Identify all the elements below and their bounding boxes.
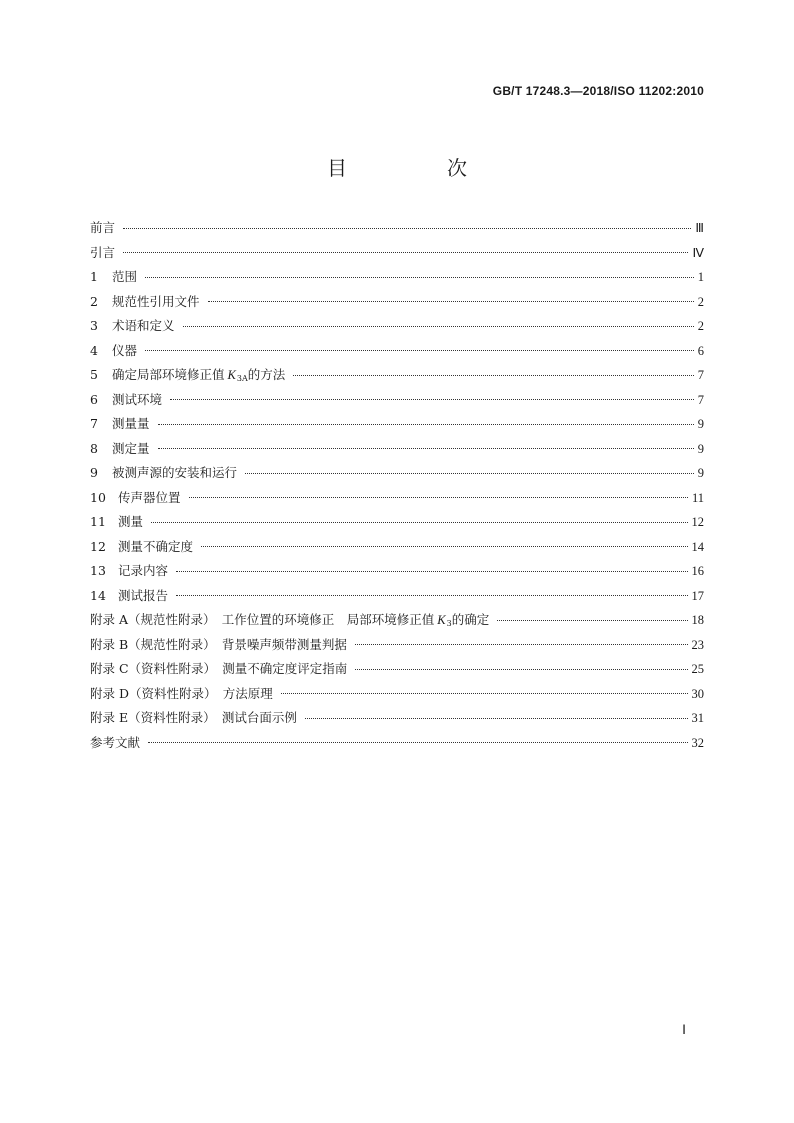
- toc-entry[interactable]: [90, 682, 704, 707]
- toc-leader-dots: [201, 546, 687, 547]
- toc-entry-label: 前言: [90, 220, 116, 235]
- toc-entry-page: 9: [697, 441, 704, 456]
- toc-entry[interactable]: [90, 241, 704, 266]
- toc-leader-dots: [497, 620, 687, 621]
- toc-entry-page: 6: [697, 343, 704, 358]
- toc-leader-dots: [176, 595, 687, 596]
- toc-leader-dots: [158, 448, 694, 449]
- toc-entry-label: 附录 E（资料性附录） 测试台面示例: [90, 710, 297, 725]
- toc-entry-page: 2: [697, 294, 704, 309]
- toc-entry-label: 附录 D（资料性附录） 方法原理: [90, 685, 273, 701]
- toc-entry-label: 附录 A（规范性附录） 工作位置的环境修正 局部环境修正值 $K_3$的确定: [90, 612, 490, 628]
- toc-entry-page: 16: [691, 564, 704, 578]
- toc-entry-label: 记录内容: [118, 563, 169, 578]
- toc-entry-symbol: K: [227, 368, 236, 382]
- toc-entry[interactable]: [90, 731, 704, 756]
- toc-entry-number: 4: [90, 342, 98, 358]
- toc-entry-page: 1: [697, 270, 704, 284]
- toc-entry-number: 3: [90, 318, 98, 333]
- toc-entry[interactable]: [90, 657, 704, 682]
- toc-entry-symbol-subscript: 3: [446, 619, 452, 628]
- toc-leader-dots: [145, 350, 694, 351]
- toc-entry-page: 30: [691, 686, 704, 701]
- toc-entry-page: 7: [697, 392, 704, 407]
- toc-entry-page: 9: [697, 466, 704, 480]
- toc-entry-number: 2: [90, 293, 98, 309]
- toc-entry-number: 14: [90, 587, 106, 603]
- toc-entry-number: 10: [90, 489, 106, 505]
- toc-entry-label: 仪器: [112, 342, 138, 358]
- toc-entry-number: 12: [90, 538, 106, 554]
- toc-leader-dots: [305, 718, 688, 719]
- table-of-contents: [90, 216, 704, 755]
- toc-leader-dots: [208, 301, 694, 302]
- toc-entry-page: 17: [691, 588, 704, 603]
- toc-entry-number: 8: [90, 440, 98, 456]
- toc-entry-label: 附录 C（资料性附录） 测量不确定度评定指南: [90, 661, 348, 676]
- toc-entry-label: 术语和定义: [112, 318, 175, 333]
- toc-entry[interactable]: [90, 608, 704, 633]
- toc-leader-dots: [355, 669, 687, 670]
- toc-entry[interactable]: [90, 510, 704, 535]
- toc-entry[interactable]: [90, 706, 704, 731]
- toc-entry-page: 14: [691, 539, 704, 554]
- toc-entry[interactable]: [90, 216, 704, 241]
- toc-leader-dots: [355, 644, 688, 645]
- toc-entry-label: 参考文献: [90, 734, 141, 750]
- toc-entry-page: 23: [691, 637, 704, 652]
- toc-entry-label: 测试环境: [112, 391, 163, 407]
- toc-leader-dots: [145, 277, 694, 278]
- page-title: 目 次: [327, 156, 507, 180]
- toc-entry[interactable]: [90, 314, 704, 339]
- page-number: Ⅰ: [682, 1022, 686, 1037]
- toc-entry-page: 12: [691, 515, 704, 529]
- standard-code: GB/T 17248.3—2018/ISO 11202:2010: [492, 84, 704, 98]
- toc-entry-page: 7: [697, 368, 704, 382]
- toc-entry-page: Ⅲ: [695, 221, 704, 235]
- toc-entry-label: 范围: [112, 269, 138, 284]
- toc-entry[interactable]: [90, 363, 704, 388]
- toc-entry-symbol: K: [437, 613, 446, 627]
- toc-entry-page: 32: [691, 735, 704, 750]
- toc-entry-number: 5: [90, 367, 98, 382]
- toc-entry[interactable]: [90, 559, 704, 584]
- toc-entry-symbol-subscript: 3A: [236, 374, 248, 383]
- toc-entry-label: 测定量: [112, 440, 150, 456]
- toc-leader-dots: [158, 424, 694, 425]
- toc-entry-page: 25: [691, 662, 704, 676]
- toc-entry-page: Ⅳ: [692, 245, 704, 260]
- toc-entry-label: 引言: [90, 244, 116, 260]
- toc-entry[interactable]: [90, 584, 704, 609]
- toc-entry-number: 7: [90, 416, 98, 431]
- toc-leader-dots: [123, 252, 688, 253]
- toc-entry-label: 被测声源的安装和运行: [112, 465, 238, 480]
- toc-entry[interactable]: [90, 461, 704, 486]
- toc-entry-label: 测量不确定度: [118, 538, 194, 554]
- toc-entry-label: 传声器位置: [118, 489, 181, 505]
- toc-leader-dots: [281, 693, 688, 694]
- toc-entry[interactable]: [90, 265, 704, 290]
- toc-entry-label: 规范性引用文件: [112, 293, 200, 309]
- toc-leader-dots: [183, 326, 694, 327]
- toc-entry-number: 11: [90, 514, 106, 529]
- toc-leader-dots: [245, 473, 694, 474]
- toc-leader-dots: [176, 571, 687, 572]
- toc-leader-dots: [170, 399, 694, 400]
- toc-leader-dots: [151, 522, 687, 523]
- toc-entry-number: 13: [90, 563, 106, 578]
- toc-entry[interactable]: [90, 535, 704, 560]
- toc-entry-label: 测试报告: [118, 587, 169, 603]
- toc-entry-label: 附录 B（规范性附录） 背景噪声频带测量判据: [90, 636, 347, 652]
- toc-leader-dots: [189, 497, 688, 498]
- toc-entry[interactable]: [90, 339, 704, 364]
- toc-entry[interactable]: [90, 290, 704, 315]
- toc-entry-label: 测量: [118, 514, 144, 529]
- toc-entry[interactable]: [90, 412, 704, 437]
- toc-entry-page: 18: [691, 613, 704, 627]
- toc-entry-label: 测量量: [112, 416, 150, 431]
- toc-leader-dots: [123, 228, 691, 229]
- toc-entry-number: 9: [90, 465, 98, 480]
- toc-entry-page: 31: [691, 711, 704, 725]
- toc-entry[interactable]: [90, 437, 704, 462]
- toc-entry-number: 1: [90, 269, 98, 284]
- toc-entry-page: 9: [697, 417, 704, 431]
- toc-leader-dots: [293, 375, 694, 376]
- toc-entry-number: 6: [90, 391, 98, 407]
- toc-entry-label: 确定局部环境修正值 $K_{3A}$的方法: [112, 367, 286, 383]
- toc-entry[interactable]: [90, 486, 704, 511]
- toc-entry-page: 2: [697, 319, 704, 333]
- toc-entry-page: 11: [691, 490, 704, 505]
- toc-leader-dots: [148, 742, 687, 743]
